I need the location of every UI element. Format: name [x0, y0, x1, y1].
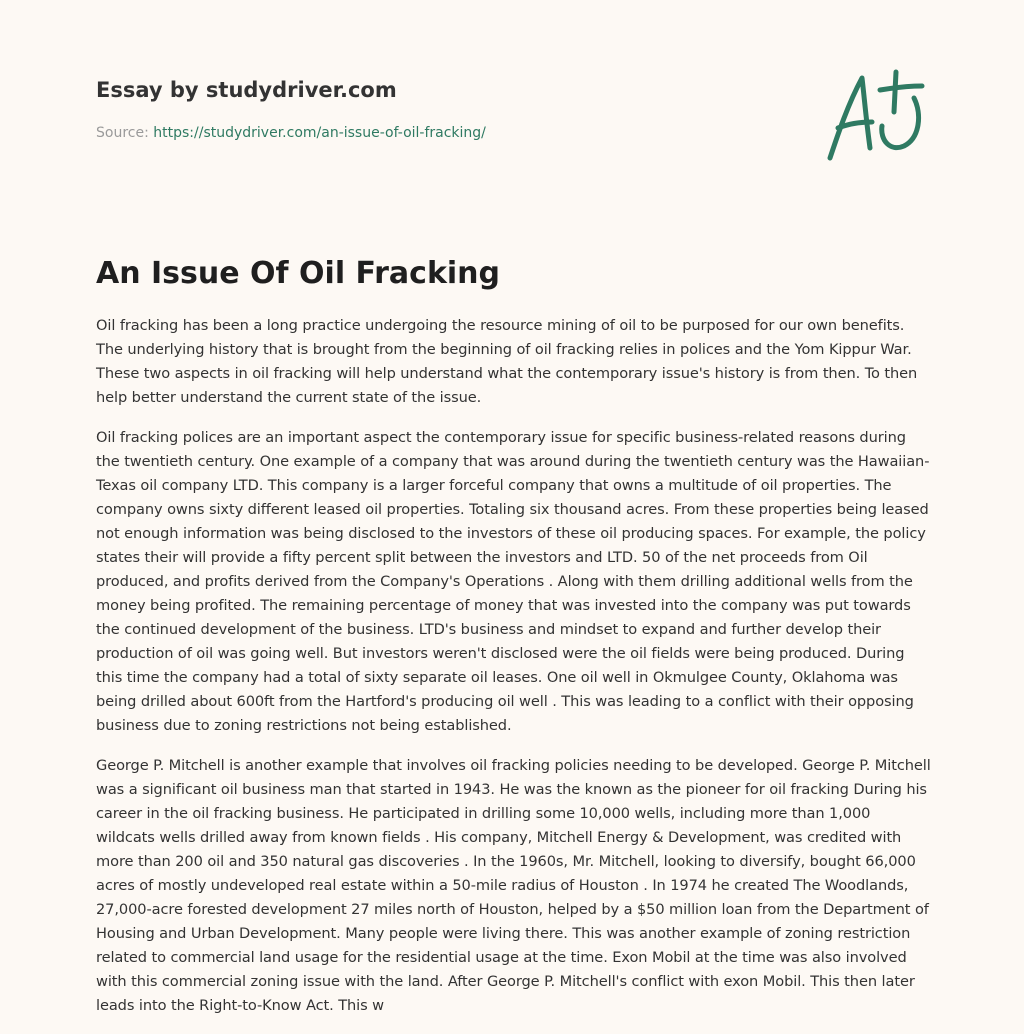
- site-title: Essay by studydriver.com: [96, 78, 397, 102]
- essay-paragraph: George P. Mitchell is another example that involves oil fracking policies needing to be developed. George P. Mitchell was a significant oil business man that started in 1943. He was the known as the pioneer for oil fracking During his career in the oil fracking business. He participated in drilling some 10,000 wells, including more than 1,000 wildcats wells drilled away from known fields . His company, Mitchell Energy & Development, was credited with more than 200 oil and 350 natural gas discoveries . In the 1960s, Mr. Mitchell, looking to diversify, bought 66,000 acres of mostly undeveloped real estate within a 50-mile radius of Houston . In 1974 he created The Woodlands, 27,000-acre forested development 27 miles north of Houston, helped by a $50 million loan from the Department of Housing and Urban Development. Many people were living there. This was another example of zoning restriction related to commercial land usage for the residential usage at the time. Exon Mobil at the time was also involved with this commercial zoning issue with the land. After George P. Mitchell's conflict with exon Mobil. This then later leads into the Right-to-Know Act. This w: [96, 757, 931, 1014]
- source-label: Source:: [96, 125, 149, 141]
- essay-body: [96, 314, 932, 1034]
- essay-paragraph: Oil fracking has been a long practice undergoing the resource mining of oil to be purposed for our own benefits. The underlying history that is brought from the beginning of oil fracking relies in polices and the Yom Kippur War. These two aspects in oil fracking will help understand what the contemporary issue's history is from then. To then help better understand the current state of the issue.: [96, 317, 918, 406]
- essay-header: [96, 74, 796, 143]
- source-link[interactable]: https://studydriver.com/an-issue-of-oil-fracking/: [153, 125, 486, 141]
- essay-title: An Issue Of Oil Fracking: [96, 256, 501, 291]
- essay-paragraph: Oil fracking polices are an important aspect the contemporary issue for specific business-related reasons during the twentieth century. One example of a company that was around during the twentieth century was the Hawaiian-Texas oil company LTD. This company is a larger forceful company that owns a multitude of oil properties. The company owns sixty different leased oil properties. Totaling six thousand acres. From these properties being leased not enough information was being disclosed to the investors of these oil producing spaces. For example, the policy states their will provide a fifty percent split between the investors and LTD. 50 of the net proceeds from Oil produced, and profits derived from the Company's Operations . Along with them drilling additional wells from the money being profited. The remaining percentage of money that was invested into the company was put towards the continued development of the business. LTD's business and mindset to expand and further develop their production of oil was going well. But investors weren't disclosed were the oil fields were being produced. During this time the company had a total of sixty separate oil leases. One oil well in Okmulgee County, Oklahoma was being drilled about 600ft from the Hartford's producing oil well . This was leading to a conflict with their opposing business due to zoning restrictions not being established.: [96, 429, 930, 734]
- a-plus-logo-icon: [822, 64, 932, 164]
- source-line: [96, 123, 796, 143]
